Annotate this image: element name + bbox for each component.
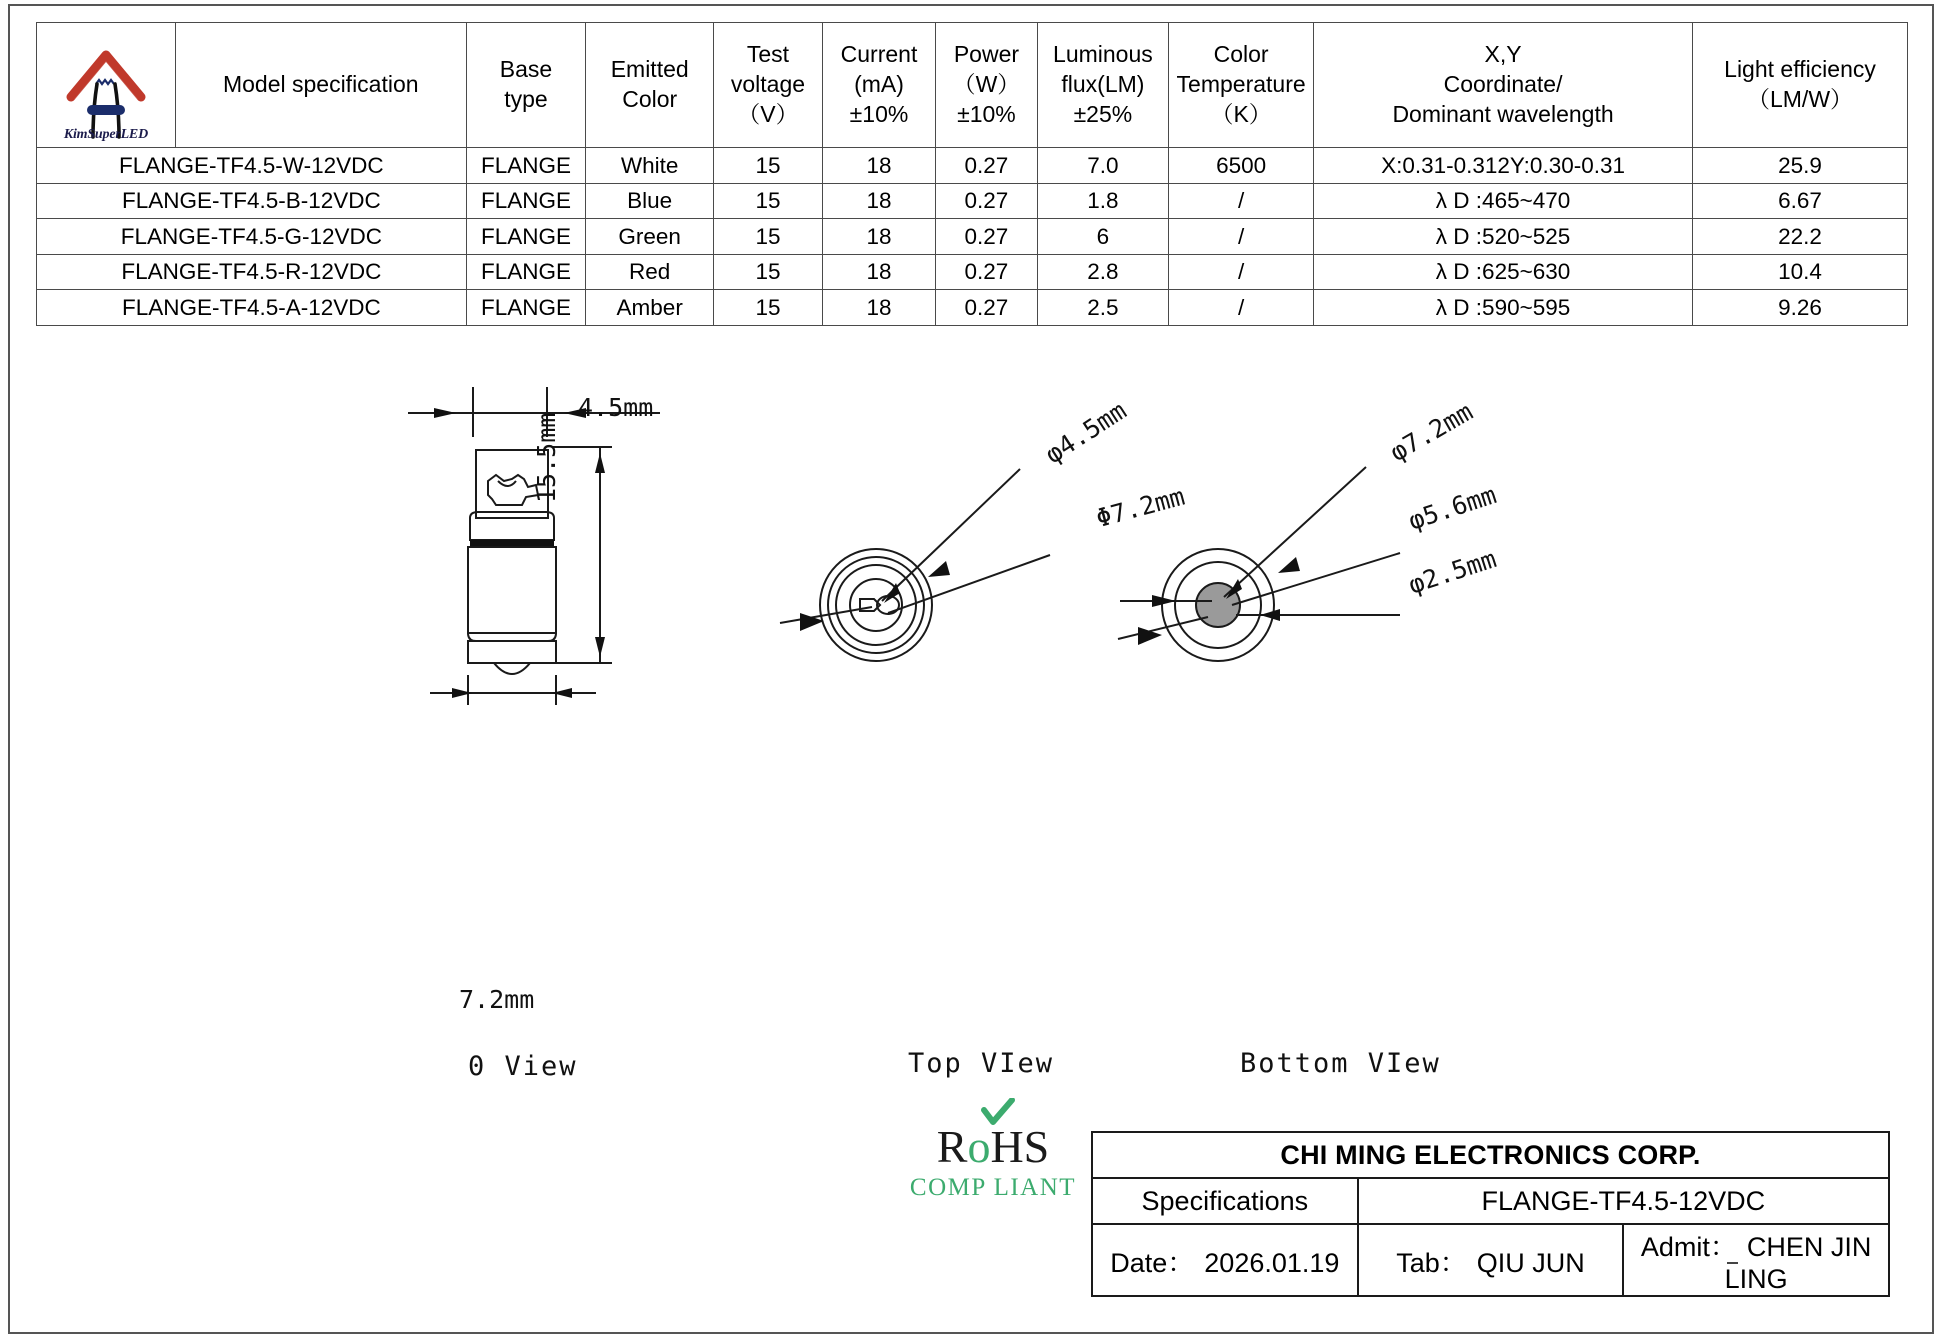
table-row — [37, 183, 1908, 219]
admit-field — [1623, 1224, 1889, 1296]
header-test-voltage — [714, 23, 823, 148]
cell-temperature: / — [1169, 183, 1314, 219]
table-row — [37, 254, 1908, 290]
rohs-letter-r: R — [936, 1121, 968, 1172]
tab-label: Tab： — [1396, 1247, 1467, 1278]
header-line: Color — [1213, 41, 1269, 68]
cell-power: 0.27 — [936, 219, 1037, 255]
admit-label: Admit： — [1640, 1232, 1737, 1262]
side-view-dim-width-top: 4.5mm — [578, 393, 654, 422]
cell-current: 18 — [822, 290, 935, 326]
header-emitted-color — [586, 23, 714, 148]
header-color-temperature — [1169, 23, 1314, 148]
date-label: Date： — [1110, 1247, 1195, 1278]
rohs-letters-hs: HS — [990, 1121, 1050, 1172]
title-block-table — [1091, 1131, 1890, 1297]
table-header-row — [37, 23, 1908, 148]
header-power — [936, 23, 1037, 148]
cell-xy: λ D :625~630 — [1314, 254, 1693, 290]
header-line: Temperature — [1176, 71, 1306, 98]
cell-current: 18 — [822, 219, 935, 255]
cell-voltage: 15 — [714, 148, 823, 184]
header-xy-coordinate — [1314, 23, 1693, 148]
cell-voltage: 15 — [714, 254, 823, 290]
header-line: （V） — [737, 100, 799, 127]
header-line: Current — [840, 41, 918, 68]
cell-xy: λ D :590~595 — [1314, 290, 1693, 326]
specifications-value: FLANGE-TF4.5-12VDC — [1358, 1178, 1889, 1224]
cell-base: FLANGE — [466, 290, 586, 326]
cell-power: 0.27 — [936, 254, 1037, 290]
header-line: X,Y — [1484, 41, 1522, 68]
header-line: ±10% — [957, 100, 1016, 127]
top-view-dim-a: φ4.5mm — [1040, 395, 1132, 470]
side-view-drawing — [400, 375, 730, 705]
cell-base: FLANGE — [466, 148, 586, 184]
cell-power: 0.27 — [936, 148, 1037, 184]
rohs-letter-o: o — [967, 1121, 991, 1172]
kimsuperled-logo — [51, 25, 161, 145]
cell-current: 18 — [822, 148, 935, 184]
table-header — [37, 23, 1908, 148]
cell-current: 18 — [822, 254, 935, 290]
cell-temperature: / — [1169, 290, 1314, 326]
header-line: ±10% — [849, 100, 909, 127]
cell-xy: λ D :520~525 — [1314, 219, 1693, 255]
logo-brand-text: KimSuperLED — [63, 126, 148, 142]
cell-voltage: 15 — [714, 219, 823, 255]
cell-color: White — [586, 148, 714, 184]
header-light-efficiency — [1693, 23, 1908, 148]
cell-flux: 1.8 — [1037, 183, 1169, 219]
company-name: CHI MING ELECTRONICS CORP. — [1092, 1132, 1889, 1178]
header-line: Light efficiency — [1724, 56, 1876, 83]
date-field — [1092, 1224, 1358, 1296]
header-line: Emitted — [610, 56, 689, 83]
top-view-label: Top VIew — [908, 1048, 1055, 1079]
cell-color: Blue — [586, 183, 714, 219]
specification-table-container — [36, 22, 1908, 326]
header-current — [822, 23, 935, 148]
header-line: Color — [622, 86, 678, 112]
title-block-row-spec — [1092, 1178, 1889, 1224]
cell-color: Amber — [586, 290, 714, 326]
cell-flux: 7.0 — [1037, 148, 1169, 184]
table-body — [37, 148, 1908, 326]
cell-temperature: / — [1169, 219, 1314, 255]
cell-voltage: 15 — [714, 290, 823, 326]
header-line: (mA) — [854, 71, 904, 98]
cell-current: 18 — [822, 183, 935, 219]
rohs-compliant-logo — [888, 1121, 1098, 1202]
cell-color: Red — [586, 254, 714, 290]
header-line: Dominant wavelength — [1392, 100, 1614, 127]
cell-color: Green — [586, 219, 714, 255]
tab-field — [1358, 1224, 1624, 1296]
header-line: Base — [499, 56, 553, 83]
bottom-view-drawing — [1100, 435, 1460, 705]
header-line: voltage — [730, 71, 806, 98]
cell-base: FLANGE — [466, 219, 586, 255]
cell-model: FLANGE-TF4.5-B-12VDC — [37, 183, 467, 219]
specification-table — [36, 22, 1908, 326]
header-line: Model specification — [222, 71, 419, 98]
table-row — [37, 148, 1908, 184]
header-line: type — [504, 86, 548, 112]
header-base-type — [466, 23, 586, 148]
bottom-view-dim-c: φ2.5mm — [1405, 544, 1500, 600]
cell-xy: λ D :465~470 — [1314, 183, 1693, 219]
bottom-view-dim-b: φ5.6mm — [1405, 480, 1500, 536]
bottom-view-dim-a: φ7.2mm — [1385, 396, 1478, 468]
cell-efficiency: 9.26 — [1693, 290, 1908, 326]
cell-xy: X:0.31-0.312Y:0.30-0.31 — [1314, 148, 1693, 184]
brand-logo-cell — [37, 23, 176, 148]
cell-temperature: 6500 — [1169, 148, 1314, 184]
cell-model: FLANGE-TF4.5-W-12VDC — [37, 148, 467, 184]
side-view-dim-height: 15.5mm — [532, 412, 561, 503]
rohs-wordmark — [936, 1121, 1050, 1172]
cell-voltage: 15 — [714, 183, 823, 219]
title-block-row-meta — [1092, 1224, 1889, 1296]
cell-efficiency: 22.2 — [1693, 219, 1908, 255]
header-line: （W） — [952, 71, 1021, 98]
title-block-row-company — [1092, 1132, 1889, 1178]
top-view-drawing — [760, 435, 1100, 705]
cell-flux: 6 — [1037, 219, 1169, 255]
table-row — [37, 219, 1908, 255]
cell-temperature: / — [1169, 254, 1314, 290]
table-row — [37, 290, 1908, 326]
technical-drawings — [0, 340, 1942, 1082]
side-view-label: 0 View — [468, 1051, 578, 1082]
header-line: （LM/W） — [1746, 86, 1854, 112]
header-line: flux(LM) — [1061, 71, 1145, 98]
header-line: Luminous — [1053, 41, 1153, 68]
cell-model: FLANGE-TF4.5-A-12VDC — [37, 290, 467, 326]
header-line: Coordinate/ — [1443, 71, 1563, 98]
cell-power: 0.27 — [936, 183, 1037, 219]
cell-power: 0.27 — [936, 290, 1037, 326]
cell-flux: 2.5 — [1037, 290, 1169, 326]
side-view-dim-width-bottom: 7.2mm — [459, 985, 535, 1014]
cell-efficiency: 25.9 — [1693, 148, 1908, 184]
check-icon — [981, 1098, 1015, 1128]
header-line: Power — [953, 41, 1020, 68]
cell-model: FLANGE-TF4.5-G-12VDC — [37, 219, 467, 255]
header-line: （K） — [1210, 100, 1272, 127]
top-view-dim-b: Φ7.2mm — [1093, 481, 1188, 534]
tab-value: QIU JUN — [1476, 1247, 1585, 1278]
cell-efficiency: 6.67 — [1693, 183, 1908, 219]
rohs-subtitle: COMP LIANT — [909, 1174, 1077, 1201]
header-line: Test — [746, 41, 790, 68]
header-luminous-flux — [1037, 23, 1169, 148]
cell-efficiency: 10.4 — [1693, 254, 1908, 290]
cell-model: FLANGE-TF4.5-R-12VDC — [37, 254, 467, 290]
title-block — [1091, 1131, 1890, 1297]
cell-flux: 2.8 — [1037, 254, 1169, 290]
header-line: ±25% — [1073, 100, 1133, 127]
specifications-label: Specifications — [1092, 1178, 1358, 1224]
header-model-specification — [175, 23, 466, 148]
admit-value: CHEN JIN LING — [1724, 1232, 1872, 1294]
bottom-view-label: Bottom VIew — [1240, 1048, 1441, 1079]
cell-base: FLANGE — [466, 183, 586, 219]
cell-base: FLANGE — [466, 254, 586, 290]
date-value: 2026.01.19 — [1204, 1247, 1340, 1278]
